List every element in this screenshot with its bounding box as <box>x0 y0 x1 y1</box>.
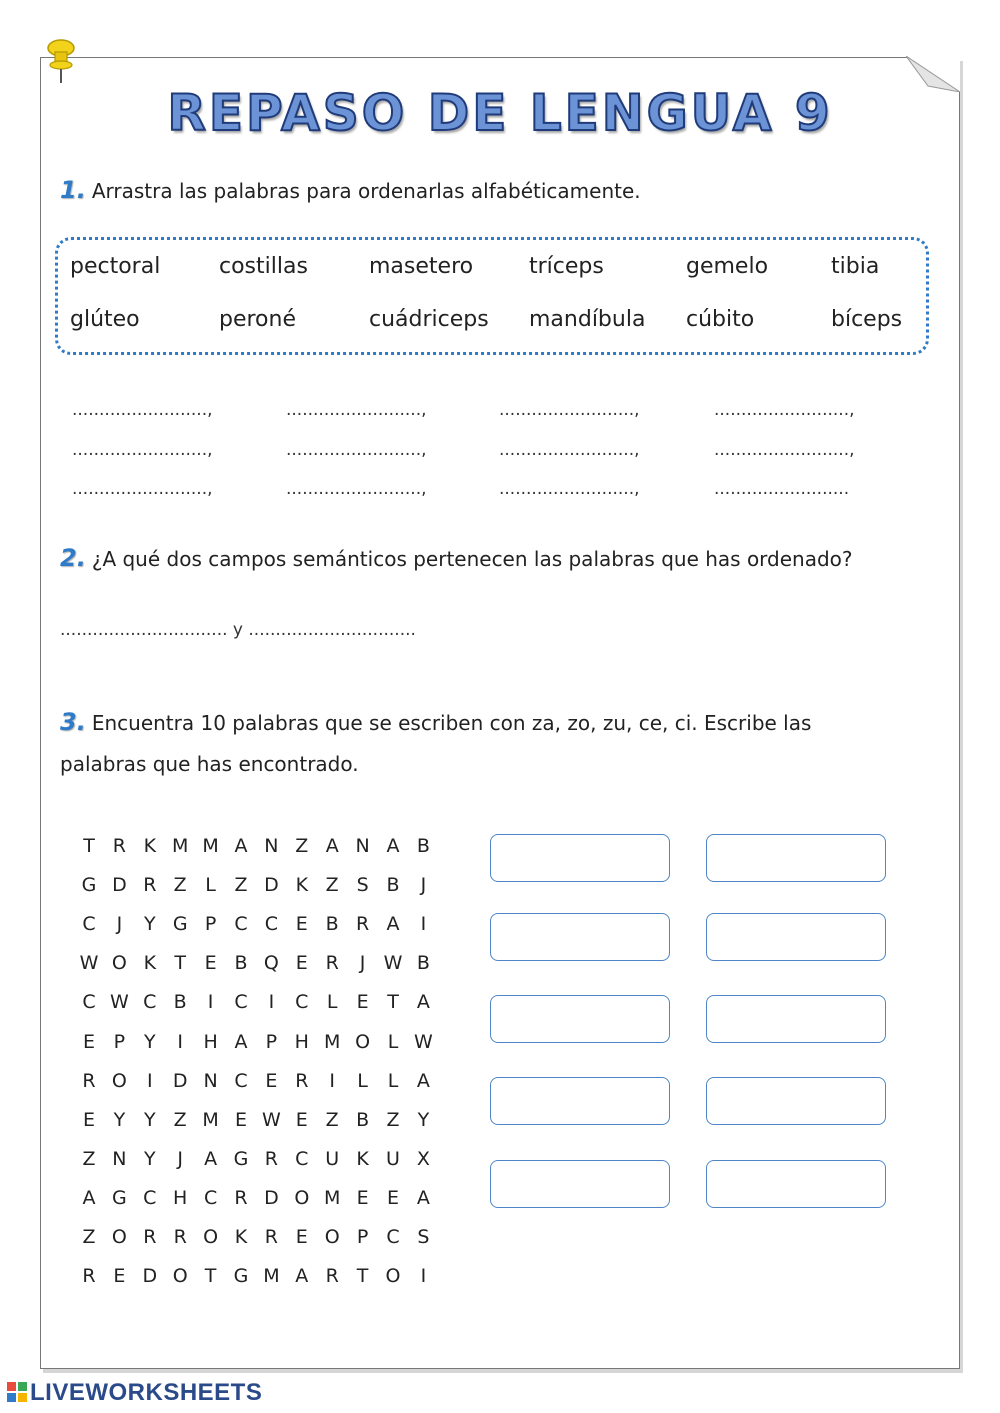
grid-letter[interactable]: O <box>355 1030 371 1053</box>
grid-letter[interactable]: D <box>142 1265 158 1288</box>
ordered-word-blank[interactable]: ......................... <box>714 479 850 499</box>
grid-letter[interactable]: C <box>234 1069 248 1092</box>
found-word-input[interactable] <box>490 1077 670 1125</box>
grid-letter[interactable]: G <box>81 874 97 897</box>
grid-letter[interactable]: K <box>356 1147 369 1170</box>
grid-letter[interactable]: R <box>112 835 126 857</box>
grid-letter[interactable]: C <box>143 1186 157 1209</box>
grid-letter[interactable]: M <box>202 1108 219 1131</box>
ordered-word-blank[interactable]: ........................., <box>72 479 213 499</box>
question-1 <box>60 176 641 204</box>
grid-letter[interactable]: I <box>146 1069 153 1092</box>
grid-letter[interactable]: B <box>356 1108 370 1131</box>
grid-letter[interactable]: I <box>329 1069 335 1092</box>
grid-letter[interactable]: E <box>204 952 217 975</box>
grid-letter[interactable]: E <box>295 1108 308 1131</box>
ordered-word-blank[interactable]: ........................., <box>499 440 640 460</box>
grid-letter[interactable]: E <box>234 1108 247 1131</box>
grid-letter[interactable]: Y <box>143 1030 156 1053</box>
grid-letter[interactable]: A <box>295 1265 309 1288</box>
grid-letter[interactable]: O <box>294 1186 310 1209</box>
grid-letter[interactable]: A <box>386 835 400 857</box>
grid-letter[interactable]: L <box>387 1069 399 1092</box>
grid-letter[interactable]: P <box>265 1030 278 1053</box>
grid-letter[interactable]: M <box>263 1265 280 1288</box>
grid-letter[interactable]: W <box>79 952 99 975</box>
question-3-number: 3. <box>60 708 86 736</box>
grid-letter[interactable]: E <box>356 991 369 1014</box>
found-word-input[interactable] <box>706 1160 886 1208</box>
word-bank-item[interactable]: masetero <box>369 254 474 279</box>
question-2-text: ¿A qué dos campos semánticos pertenecen las palabras que has ordenado? <box>91 547 853 571</box>
grid-letter[interactable]: Y <box>143 913 156 936</box>
grid-letter[interactable]: B <box>386 874 400 897</box>
grid-letter[interactable]: E <box>113 1265 126 1288</box>
ordered-word-blank[interactable]: ........................., <box>499 400 640 420</box>
grid-letter[interactable]: Y <box>143 1147 156 1170</box>
grid-letter[interactable]: I <box>420 913 427 936</box>
grid-letter[interactable]: E <box>386 1186 399 1209</box>
grid-letter[interactable]: N <box>112 1147 127 1170</box>
word-bank-item[interactable]: costillas <box>219 254 308 279</box>
grid-letter[interactable]: N <box>264 835 279 857</box>
grid-letter[interactable]: W <box>413 1030 433 1053</box>
grid-letter[interactable]: R <box>264 1226 278 1248</box>
grid-letter[interactable]: Z <box>82 1226 96 1248</box>
grid-letter[interactable]: G <box>112 1186 127 1209</box>
question-3-text-line-1: Encuentra 10 palabras que se escriben con za, zo, zu, ce, ci. Escribe las <box>91 711 812 735</box>
grid-letter[interactable]: J <box>420 874 427 897</box>
word-bank-item[interactable]: peroné <box>219 307 296 332</box>
grid-letter[interactable]: C <box>82 991 96 1014</box>
grid-letter[interactable]: B <box>416 835 430 857</box>
found-word-input[interactable] <box>490 834 670 882</box>
grid-letter[interactable]: E <box>295 913 308 936</box>
grid-letter[interactable]: L <box>326 991 338 1014</box>
found-word-input[interactable] <box>490 1160 670 1208</box>
grid-letter[interactable]: J <box>177 1147 183 1170</box>
grid-letter[interactable]: N <box>203 1069 218 1092</box>
grid-letter[interactable]: B <box>325 913 339 936</box>
grid-letter[interactable]: E <box>82 1030 95 1053</box>
grid-letter[interactable]: H <box>173 1186 188 1209</box>
question-2-number: 2. <box>60 544 86 572</box>
grid-letter[interactable]: C <box>203 1186 218 1209</box>
grid-letter[interactable]: N <box>355 835 370 857</box>
word-bank-item[interactable]: tríceps <box>529 254 604 279</box>
grid-letter[interactable]: T <box>83 835 95 857</box>
grid-letter[interactable]: E <box>356 1186 369 1209</box>
grid-letter[interactable]: Z <box>325 874 339 897</box>
grid-letter[interactable]: P <box>204 913 217 936</box>
grid-letter[interactable]: T <box>356 1265 369 1288</box>
grid-letter[interactable]: R <box>234 1186 248 1209</box>
grid-letter[interactable]: R <box>143 1226 157 1248</box>
grid-letter[interactable]: I <box>420 1265 427 1288</box>
ordered-word-blank[interactable]: ........................., <box>72 400 213 420</box>
grid-letter[interactable]: O <box>385 1265 401 1288</box>
pushpin-icon <box>44 38 78 84</box>
grid-letter[interactable]: G <box>172 913 188 936</box>
grid-letter[interactable]: I <box>207 991 214 1014</box>
grid-letter[interactable]: T <box>174 952 186 975</box>
word-bank-item[interactable]: gemelo <box>686 254 769 279</box>
grid-letter[interactable]: T <box>204 1265 217 1288</box>
question-1-number: 1. <box>60 176 86 204</box>
found-word-input[interactable] <box>490 995 670 1043</box>
grid-letter[interactable]: Y <box>417 1108 430 1131</box>
grid-letter[interactable]: O <box>111 952 127 975</box>
grid-letter[interactable]: R <box>264 1147 278 1170</box>
grid-letter[interactable]: O <box>324 1226 340 1248</box>
grid-letter[interactable]: O <box>111 1069 127 1092</box>
grid-letter[interactable]: R <box>355 913 370 936</box>
grid-letter[interactable]: C <box>234 991 248 1014</box>
grid-letter[interactable]: R <box>325 952 339 975</box>
grid-letter[interactable]: R <box>325 1265 339 1288</box>
grid-letter[interactable]: W <box>383 952 403 975</box>
grid-letter[interactable]: C <box>295 991 309 1014</box>
grid-letter[interactable]: B <box>173 991 187 1014</box>
ordered-word-blank[interactable]: ........................., <box>499 479 640 499</box>
grid-letter[interactable]: A <box>416 1186 430 1209</box>
question-3-line-2 <box>60 752 359 776</box>
grid-letter[interactable]: M <box>202 835 219 857</box>
liveworksheets-brand-text: LIVEWORKSHEETS <box>30 1379 263 1406</box>
grid-letter[interactable]: P <box>356 1226 369 1248</box>
grid-letter[interactable]: D <box>264 874 279 897</box>
ordered-word-blank[interactable]: ........................., <box>286 440 427 460</box>
found-word-input[interactable] <box>706 913 886 961</box>
grid-letter[interactable]: J <box>116 913 123 936</box>
word-bank-item[interactable]: mandíbula <box>529 307 646 332</box>
grid-letter[interactable]: Q <box>263 952 279 975</box>
grid-letter[interactable]: C <box>143 991 157 1014</box>
found-word-input[interactable] <box>706 834 886 882</box>
grid-letter[interactable]: J <box>359 952 366 975</box>
ordered-word-blank[interactable]: ........................., <box>714 440 855 460</box>
grid-letter[interactable]: Z <box>234 874 248 897</box>
grid-letter[interactable]: M <box>323 1030 341 1053</box>
grid-letter[interactable]: A <box>204 1147 218 1170</box>
found-word-input[interactable] <box>706 995 886 1043</box>
grid-letter[interactable]: U <box>325 1147 340 1170</box>
word-bank-item[interactable]: cuádriceps <box>369 307 489 332</box>
word-bank-item[interactable]: glúteo <box>70 307 140 332</box>
grid-letter[interactable]: Z <box>325 1108 339 1131</box>
grid-letter[interactable]: E <box>295 952 308 975</box>
question-3-text-line-2: palabras que has encontrado. <box>60 752 359 776</box>
question-3 <box>60 708 811 736</box>
grid-letter[interactable]: D <box>264 1186 279 1209</box>
grid-letter[interactable]: D <box>172 1069 188 1092</box>
word-bank-item[interactable]: cúbito <box>686 307 755 332</box>
grid-letter[interactable]: G <box>233 1265 249 1288</box>
grid-letter[interactable]: O <box>203 1226 219 1248</box>
grid-letter[interactable]: K <box>234 1226 248 1248</box>
ordered-word-blank[interactable]: ........................., <box>714 400 855 420</box>
ordered-word-blank[interactable]: ........................., <box>286 400 427 420</box>
grid-letter[interactable]: R <box>295 1069 309 1092</box>
question-2-answer-field[interactable]: ............................... y ............................... <box>60 620 416 640</box>
grid-letter[interactable]: L <box>205 874 216 897</box>
grid-letter[interactable]: Z <box>386 1108 400 1131</box>
grid-letter[interactable]: Z <box>173 1108 187 1131</box>
grid-letter[interactable]: M <box>323 1186 341 1209</box>
grid-letter[interactable]: K <box>143 952 157 975</box>
grid-letter[interactable]: Y <box>143 1108 156 1131</box>
grid-letter[interactable]: W <box>109 991 129 1014</box>
liveworksheets-logo <box>6 1379 262 1407</box>
grid-letter[interactable]: Z <box>295 835 309 857</box>
grid-letter[interactable]: A <box>416 1069 430 1092</box>
ordered-word-blank[interactable]: ........................., <box>72 440 213 460</box>
found-word-input[interactable] <box>706 1077 886 1125</box>
grid-letter[interactable]: I <box>268 991 275 1014</box>
ordered-word-blank[interactable]: ........................., <box>286 479 427 499</box>
grid-letter[interactable]: L <box>357 1069 368 1092</box>
grid-letter[interactable]: S <box>356 874 369 897</box>
grid-letter[interactable]: E <box>82 1108 95 1131</box>
grid-letter[interactable]: Z <box>173 874 187 897</box>
grid-letter[interactable]: B <box>234 952 248 975</box>
grid-letter[interactable]: H <box>294 1030 309 1053</box>
grid-letter[interactable]: C <box>386 1226 400 1248</box>
word-bank-item[interactable]: tibia <box>831 254 880 279</box>
grid-letter[interactable]: A <box>386 913 400 936</box>
grid-letter[interactable]: O <box>172 1265 188 1288</box>
grid-letter[interactable]: G <box>233 1147 249 1170</box>
word-bank-item[interactable]: bíceps <box>831 307 903 332</box>
grid-letter[interactable]: L <box>387 1030 399 1053</box>
grid-letter[interactable]: A <box>416 991 430 1014</box>
grid-letter[interactable]: Z <box>82 1147 96 1170</box>
grid-letter[interactable]: R <box>82 1265 96 1288</box>
grid-letter[interactable]: X <box>416 1147 430 1170</box>
grid-letter[interactable]: E <box>265 1069 278 1092</box>
question-2 <box>60 544 853 572</box>
grid-letter[interactable]: A <box>234 1030 248 1053</box>
grid-letter[interactable]: I <box>177 1030 183 1053</box>
grid-letter[interactable]: H <box>203 1030 218 1053</box>
grid-letter[interactable]: C <box>295 1147 309 1170</box>
grid-letter[interactable]: T <box>387 991 399 1014</box>
grid-letter[interactable]: B <box>416 952 430 975</box>
grid-letter[interactable]: U <box>386 1147 400 1170</box>
grid-letter[interactable]: O <box>111 1226 127 1248</box>
grid-letter[interactable]: R <box>173 1226 187 1248</box>
grid-letter[interactable]: D <box>112 874 127 897</box>
liveworksheets-logo-icon <box>6 1381 28 1403</box>
grid-letter[interactable]: Y <box>113 1108 126 1131</box>
question-1-text: Arrastra las palabras para ordenarlas alfabéticamente. <box>91 179 641 203</box>
word-bank-item[interactable]: pectoral <box>70 254 161 279</box>
grid-letter[interactable]: P <box>113 1030 126 1053</box>
grid-letter[interactable]: A <box>234 835 248 857</box>
grid-letter[interactable]: C <box>82 913 96 936</box>
grid-letter[interactable]: A <box>82 1186 96 1209</box>
grid-letter[interactable]: M <box>171 835 189 857</box>
grid-letter[interactable]: C <box>264 913 279 936</box>
worksheet-title: REPASO DE LENGUA 9 <box>167 84 833 142</box>
grid-letter[interactable]: S <box>417 1226 430 1248</box>
grid-letter[interactable]: R <box>143 874 157 897</box>
grid-letter[interactable]: R <box>82 1069 96 1092</box>
grid-letter[interactable]: A <box>325 835 339 857</box>
grid-letter[interactable]: C <box>234 913 248 936</box>
grid-letter[interactable]: W <box>261 1108 281 1131</box>
grid-letter[interactable]: K <box>295 874 309 897</box>
grid-letter[interactable]: E <box>295 1226 308 1248</box>
word-bank <box>55 237 929 355</box>
found-word-input[interactable] <box>490 913 670 961</box>
grid-letter[interactable]: K <box>143 835 157 857</box>
